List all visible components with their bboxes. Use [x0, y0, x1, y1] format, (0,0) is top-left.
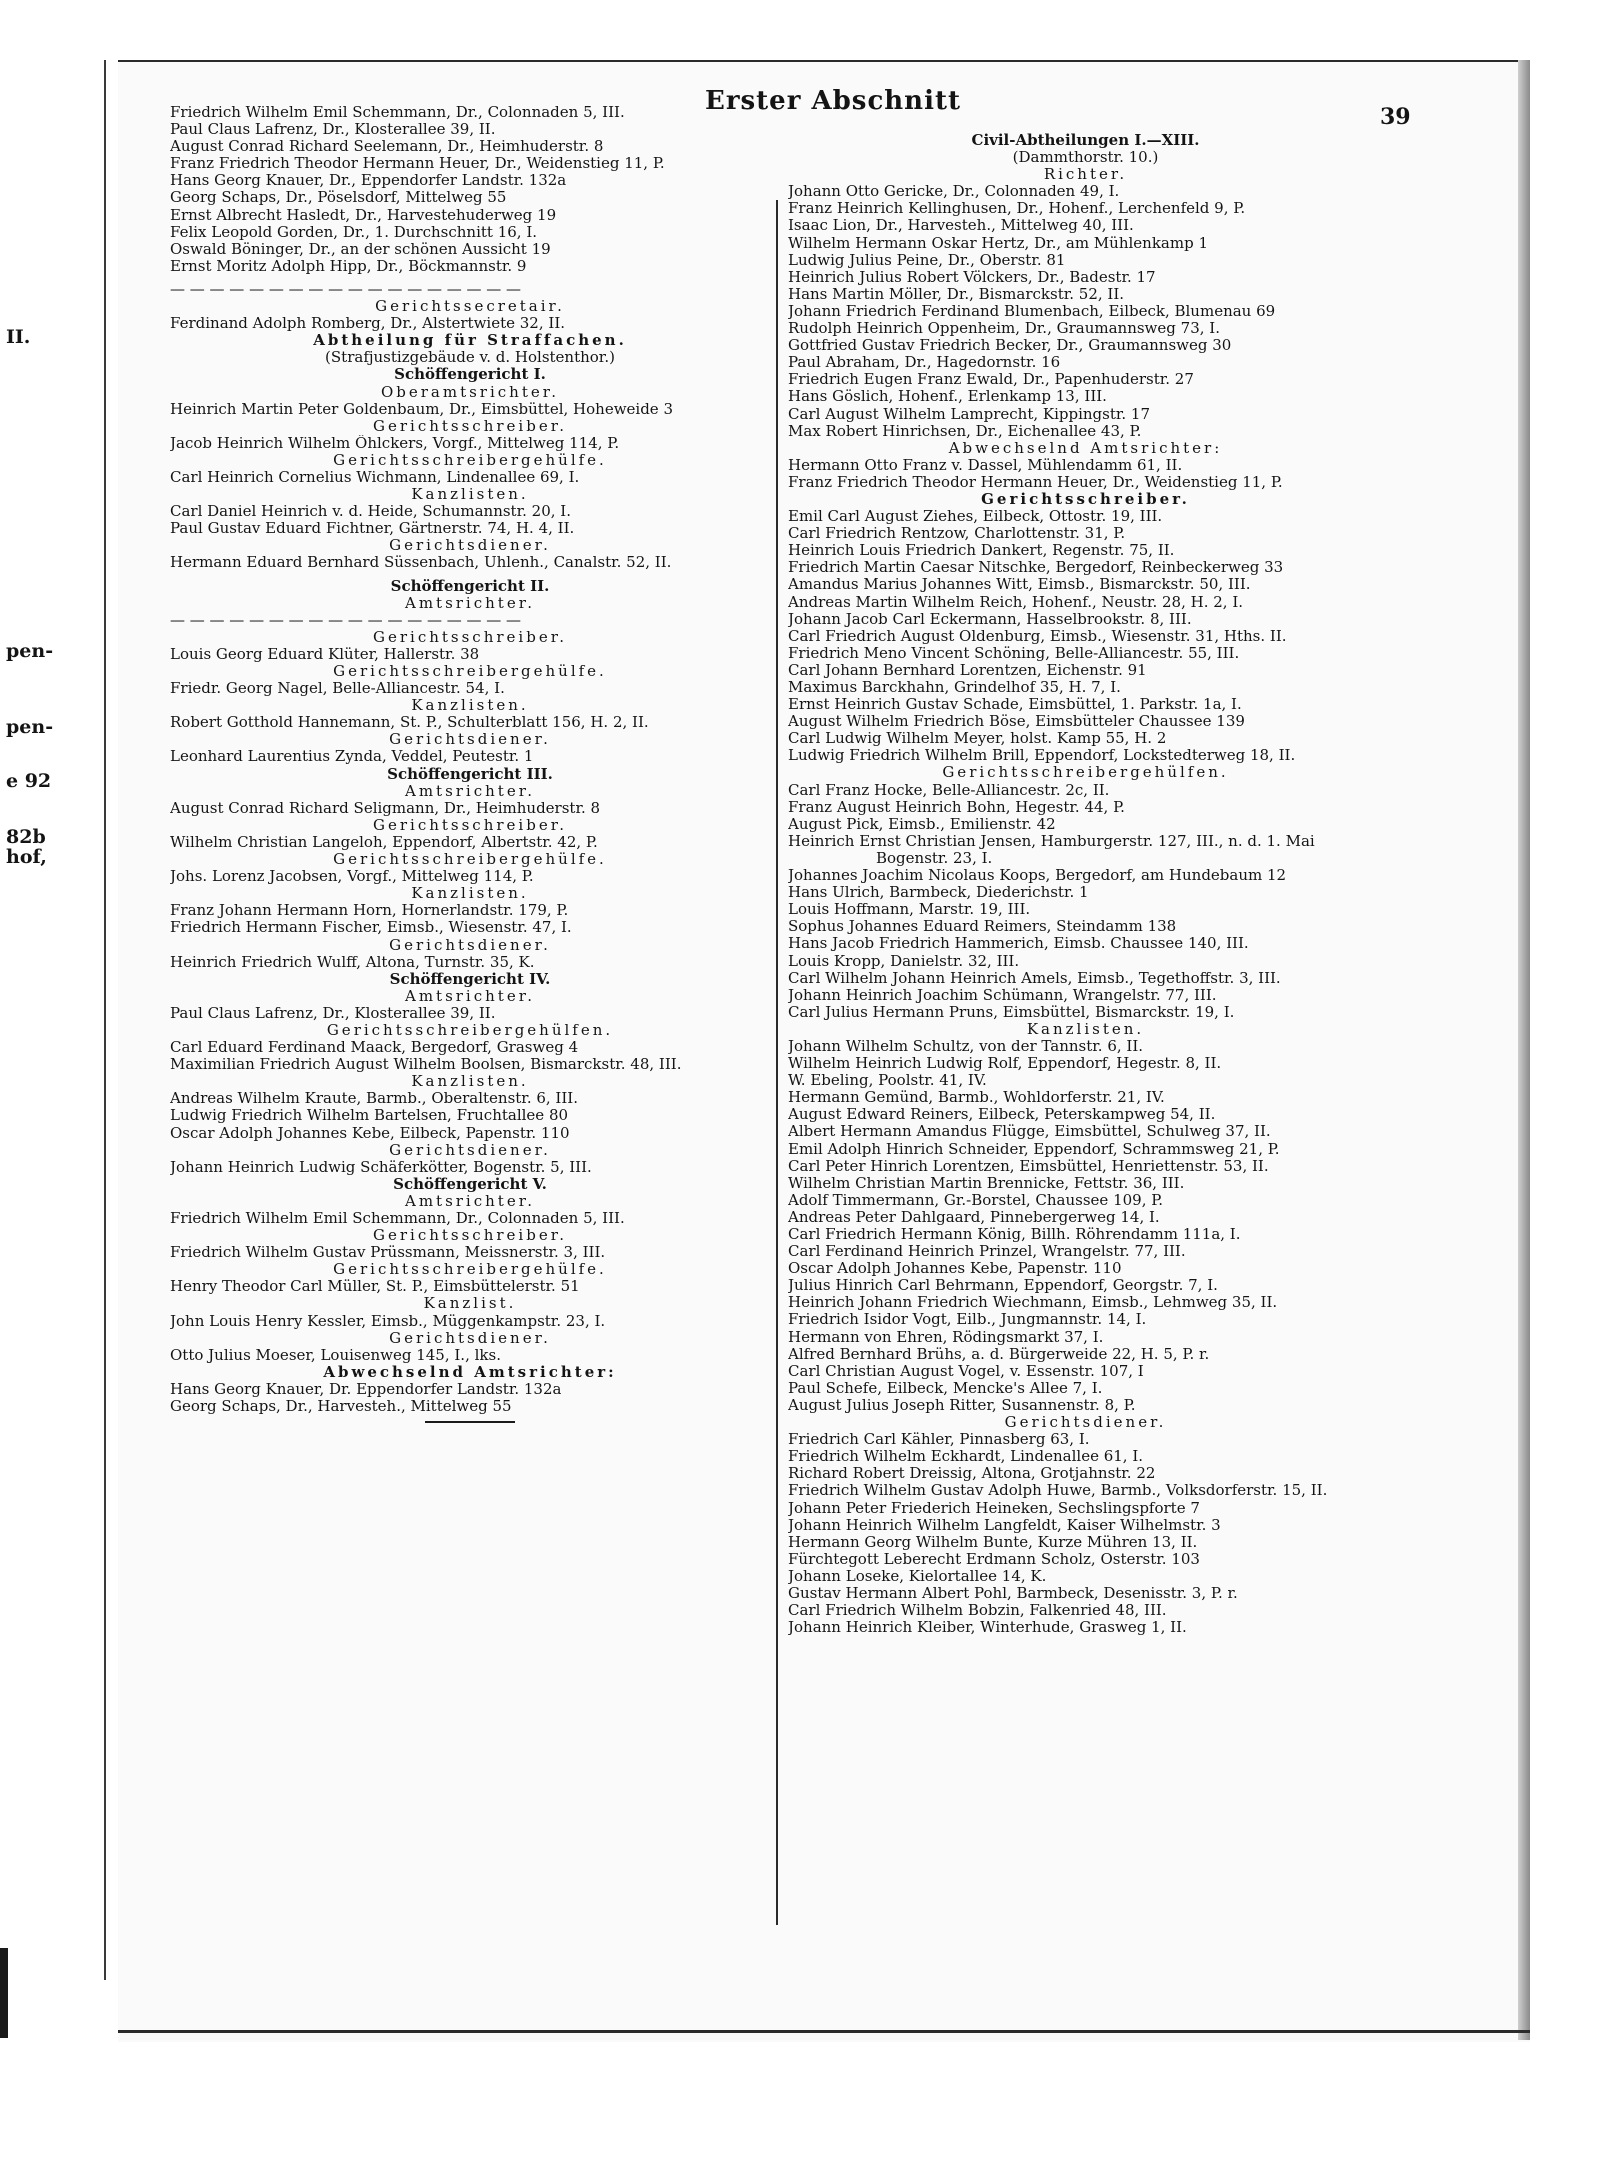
- section-heading: Abwechselnd Amtsrichter:: [948, 439, 1223, 457]
- section-heading: Civil-Abtheilungen I.—XIII.: [971, 132, 1200, 149]
- directory-entry: Ernst Heinrich Gustav Schade, Eimsbüttel, 1. Parkstr. 1a, I.: [788, 696, 1242, 714]
- directory-entry: Maximilian Friedrich August Wilhelm Boolsen, Bismarckstr. 48, III.: [170, 1056, 682, 1074]
- directory-entry: Hans Georg Knauer, Dr., Eppendorfer Landstr. 132a: [170, 172, 567, 190]
- directory-entry: Hans Göslich, Hohenf., Erlenkamp 13, III.: [788, 388, 1107, 406]
- directory-entry: Carl August Wilhelm Lamprecht, Kippingstr. 17: [788, 405, 1151, 423]
- directory-entry: August Conrad Richard Seelemann, Dr., Heimhuderstr. 8: [170, 138, 604, 156]
- directory-entry: Ernst Albrecht Hasledt, Dr., Harvestehuderweg 19: [170, 206, 557, 224]
- section-heading: Gerichtsdiener.: [389, 731, 551, 749]
- directory-entry: Hans Martin Möller, Dr., Bismarckstr. 52, II.: [788, 285, 1125, 303]
- directory-entry: Andreas Peter Dahlgaard, Pinnebergerweg 14, I.: [788, 1208, 1160, 1226]
- directory-entry: Hans Georg Knauer, Dr. Eppendorfer Landstr. 132a: [170, 1380, 562, 1398]
- directory-entry: Carl Peter Hinrich Lorentzen, Eimsbüttel, Henriettenstr. 53, II.: [788, 1157, 1269, 1175]
- section-heading: Amtsrichter.: [404, 594, 535, 612]
- binding-edge: [0, 1948, 8, 2038]
- directory-entry: Gustav Hermann Albert Pohl, Barmbeck, Desenisstr. 3, P. r.: [788, 1584, 1238, 1602]
- directory-entry: Carl Christian August Vogel, v. Essenstr. 107, I: [788, 1362, 1144, 1380]
- section-heading: (Dammthorstr. 10.): [1012, 149, 1159, 167]
- margin-fragment: II.: [6, 326, 31, 348]
- directory-entry: Heinrich Louis Friedrich Dankert, Regenstr. 75, II.: [788, 542, 1175, 560]
- directory-entry: Isaac Lion, Dr., Harvesteh., Mittelweg 40, III.: [788, 217, 1134, 235]
- directory-entry: Paul Schefe, Eilbeck, Mencke's Allee 7, I.: [788, 1379, 1103, 1397]
- section-heading: Kanzlisten.: [411, 885, 529, 903]
- margin-fragment: pen-: [6, 640, 54, 662]
- left-column: [170, 104, 770, 1423]
- directory-entry: Hermann Georg Wilhelm Bunte, Kurze Mühren 13, II.: [788, 1533, 1198, 1551]
- directory-entry: Wilhelm Heinrich Ludwig Rolf, Eppendorf, Hegestr. 8, II.: [788, 1055, 1222, 1073]
- section-heading: Gerichtsschreibergehülfen.: [326, 1021, 614, 1039]
- section-heading: Abtheilung für Straffachen.: [313, 332, 627, 350]
- directory-entry: Oscar Adolph Johannes Kebe, Eilbeck, Papenstr. 110: [170, 1124, 570, 1142]
- section-heading: Gerichtsschreiber.: [373, 1227, 567, 1245]
- directory-entry: Johann Jacob Carl Eckermann, Hasselbrookstr. 8, III.: [788, 610, 1192, 628]
- directory-entry: Carl Daniel Heinrich v. d. Heide, Schumannstr. 20, I.: [170, 503, 571, 521]
- directory-entry: August Wilhelm Friedrich Böse, Eimsbütteler Chaussee 139: [788, 713, 1245, 731]
- directory-entry: — — — — — — — — — — — — — — — — — —: [170, 280, 522, 298]
- end-rule: [425, 1421, 515, 1423]
- section-heading: Gerichtsdiener.: [389, 537, 551, 555]
- directory-entry: Franz Heinrich Kellinghusen, Dr., Hohenf., Lerchenfeld 9, P.: [788, 200, 1246, 218]
- section-heading: Gerichtsdiener.: [1004, 1414, 1167, 1432]
- directory-entry: Johann Otto Gericke, Dr., Colonnaden 49, I.: [788, 183, 1120, 201]
- section-heading: Gerichtsdiener.: [389, 936, 551, 954]
- directory-entry: Carl Ludwig Wilhelm Meyer, holst. Kamp 55, H. 2: [788, 730, 1167, 748]
- directory-entry: Carl Johann Bernhard Lorentzen, Eichenstr. 91: [788, 661, 1147, 679]
- column-divider: [776, 200, 778, 1925]
- directory-entry: Emil Adolph Hinrich Schneider, Eppendorf, Schrammsweg 21, P.: [788, 1140, 1280, 1158]
- section-heading: Amtsrichter.: [404, 1192, 535, 1210]
- section-heading: Schöffengericht I.: [394, 366, 546, 384]
- section-heading: Amtsrichter.: [404, 987, 535, 1005]
- margin-fragment: hof,: [6, 846, 47, 868]
- directory-entry: Leonhard Laurentius Zynda, Veddel, Peutestr. 1: [170, 748, 534, 766]
- directory-entry: Johann Heinrich Ludwig Schäferkötter, Bogenstr. 5, III.: [170, 1158, 592, 1176]
- page-gutter-line: [104, 60, 106, 1980]
- directory-entry: Heinrich Johann Friedrich Wiechmann, Eimsb., Lehmweg 35, II.: [788, 1294, 1278, 1312]
- section-heading: Gerichtsschreiber.: [373, 417, 567, 435]
- section-heading: Kanzlisten.: [411, 697, 529, 715]
- directory-entry: Hans Ulrich, Barmbeck, Diederichstr. 1: [788, 884, 1089, 902]
- directory-entry: Carl Julius Hermann Pruns, Eimsbüttel, Bismarckstr. 19, I.: [788, 1003, 1235, 1021]
- directory-entry: Carl Friedrich Wilhelm Bobzin, Falkenried 48, III.: [788, 1602, 1167, 1620]
- directory-entry: Albert Hermann Amandus Flügge, Eimsbüttel, Schulweg 37, II.: [788, 1123, 1271, 1141]
- directory-entry: Andreas Martin Wilhelm Reich, Hohenf., Neustr. 28, H. 2, I.: [788, 593, 1244, 611]
- directory-entry: Friedrich Eugen Franz Ewald, Dr., Papenhuderstr. 27: [788, 371, 1194, 389]
- directory-entry: Johs. Lorenz Jacobsen, Vorgf., Mittelweg 114, P.: [170, 868, 534, 886]
- directory-entry: Richard Robert Dreissig, Altona, Grotjahnstr. 22: [788, 1465, 1156, 1483]
- section-heading: Gerichtsschreiber.: [981, 490, 1190, 508]
- directory-entry: Sophus Johannes Eduard Reimers, Steindamm 138: [788, 918, 1177, 936]
- right-column: [788, 132, 1383, 1636]
- directory-entry: Johannes Joachim Nicolaus Koops, Bergedorf, am Hundebaum 12: [788, 867, 1287, 885]
- section-heading: Kanzlist.: [423, 1295, 517, 1313]
- directory-entry: Carl Ferdinand Heinrich Prinzel, Wrangelstr. 77, III.: [788, 1243, 1186, 1261]
- directory-entry: Wilhelm Christian Martin Brennicke, Fettstr. 36, III.: [788, 1174, 1185, 1192]
- section-heading: Gerichtsschreibergehülfe.: [333, 663, 607, 680]
- directory-entry: August Pick, Eimsb., Emilienstr. 42: [788, 815, 1056, 833]
- margin-fragment: e 92: [6, 770, 52, 792]
- directory-entry: John Louis Henry Kessler, Eimsb., Müggenkampstr. 23, I.: [170, 1312, 606, 1330]
- directory-entry: August Edward Reiners, Eilbeck, Peterskampweg 54, II.: [788, 1106, 1216, 1124]
- directory-entry: Hermann Eduard Bernhard Süssenbach, Uhlenh., Canalstr. 52, II.: [170, 554, 672, 572]
- section-heading: Schöffengericht IV.: [389, 970, 551, 988]
- directory-entry: Franz Friedrich Theodor Hermann Heuer, Dr., Weidenstieg 11, P.: [170, 155, 665, 173]
- directory-entry: Friedrich Carl Kähler, Pinnasberg 63, I.: [788, 1431, 1090, 1449]
- margin-fragment: 82b: [6, 826, 46, 848]
- directory-entry: Friedrich Meno Vincent Schöning, Belle-Alliancestr. 55, III.: [788, 644, 1240, 662]
- directory-entry: Jacob Heinrich Wilhelm Öhlckers, Vorgf., Mittelweg 114, P.: [170, 434, 620, 452]
- directory-entry: Heinrich Martin Peter Goldenbaum, Dr., Eimsbüttel, Hoheweide 3: [170, 400, 673, 418]
- directory-entry: Heinrich Ernst Christian Jensen, Hamburgerstr. 127, III., n. d. 1. Mai: [788, 832, 1315, 850]
- directory-entry: Friedrich Wilhelm Gustav Adolph Huwe, Barmb., Volksdorferstr. 15, II.: [788, 1482, 1328, 1500]
- directory-entry: Paul Claus Lafrenz, Dr., Klosterallee 39, II.: [170, 121, 496, 139]
- directory-entry: Robert Gotthold Hannemann, St. P., Schulterblatt 156, H. 2, II.: [170, 714, 649, 732]
- directory-entry: Otto Julius Moeser, Louisenweg 145, I., lks.: [170, 1346, 501, 1364]
- directory-entry: Alfred Bernhard Brühs, a. d. Bürgerweide 22, H. 5, P. r.: [788, 1345, 1210, 1363]
- section-heading: Schöffengericht II.: [390, 577, 550, 595]
- section-heading: Abwechselnd Amtsrichter:: [323, 1363, 617, 1381]
- directory-entry: Heinrich Friedrich Wulff, Altona, Turnstr. 35, K.: [170, 953, 535, 971]
- directory-entry: Georg Schaps, Dr., Harvesteh., Mittelweg 55: [170, 1398, 512, 1416]
- directory-entry: Emil Carl August Ziehes, Eilbeck, Ottostr. 19, III.: [788, 508, 1163, 526]
- directory-entry: Carl Wilhelm Johann Heinrich Amels, Eimsb., Tegethoffstr. 3, III.: [788, 969, 1281, 987]
- directory-entry: Johann Wilhelm Schultz, von der Tannstr. 6, II.: [788, 1037, 1144, 1055]
- directory-entry: Hermann von Ehren, Rödingsmarkt 37, I.: [788, 1328, 1104, 1346]
- directory-entry: August Julius Joseph Ritter, Susannenstr. 8, P.: [788, 1396, 1136, 1414]
- adjacent-page-strip: [0, 0, 110, 2177]
- section-heading: Schöffengericht III.: [387, 765, 553, 783]
- directory-entry: Carl Heinrich Cornelius Wichmann, Lindenallee 69, I.: [170, 468, 580, 486]
- directory-entry: Johann Peter Friederich Heineken, Sechslingspforte 7: [788, 1499, 1200, 1517]
- directory-entry: Wilhelm Hermann Oskar Hertz, Dr., am Mühlenkamp 1: [788, 234, 1208, 252]
- directory-entry: Johann Heinrich Kleiber, Winterhude, Grasweg 1, II.: [788, 1619, 1187, 1637]
- directory-entry: Oswald Böninger, Dr., an der schönen Aussicht 19: [170, 240, 551, 258]
- directory-entry: Hermann Gemünd, Barmb., Wohldorferstr. 21, IV.: [788, 1089, 1165, 1107]
- page-edge-shadow: [1518, 60, 1530, 2040]
- directory-entry: Ferdinand Adolph Romberg, Dr., Alstertwiete 32, II.: [170, 315, 566, 333]
- section-heading: Richter.: [1043, 166, 1128, 184]
- directory-entry: — — — — — — — — — — — — — — — — — —: [170, 611, 522, 629]
- directory-entry: Friedrich Hermann Fischer, Eimsb., Wiesenstr. 47, I.: [170, 919, 572, 937]
- directory-entry: Friedrich Wilhelm Gustav Prüssmann, Meissnerstr. 3, III.: [170, 1244, 606, 1262]
- directory-entry: Franz Friedrich Theodor Hermann Heuer, Dr., Weidenstieg 11, P.: [788, 473, 1283, 491]
- directory-entry: Carl Eduard Ferdinand Maack, Bergedorf, Grasweg 4: [170, 1039, 579, 1057]
- directory-entry: Franz August Heinrich Bohn, Hegestr. 44, P.: [788, 798, 1125, 816]
- directory-entry: Paul Abraham, Dr., Hagedornstr. 16: [788, 354, 1061, 372]
- directory-entry: Friedrich Martin Caesar Nitschke, Bergedorf, Reinbeckerweg 33: [788, 559, 1284, 577]
- directory-entry: Friedrich Wilhelm Emil Schemmann, Dr., Colonnaden 5, III.: [170, 104, 625, 121]
- directory-entry: Wilhelm Christian Langeloh, Eppendorf, Albertstr. 42, P.: [170, 833, 598, 851]
- directory-entry: Paul Claus Lafrenz, Dr., Klosterallee 39, II.: [170, 1004, 496, 1022]
- directory-entry: Carl Friedrich Hermann König, Billh. Röhrendamm 111a, I.: [788, 1226, 1241, 1243]
- directory-entry: Georg Schaps, Dr., Pöselsdorf, Mittelweg 55: [170, 189, 507, 207]
- directory-entry: Rudolph Heinrich Oppenheim, Dr., Graumannsweg 73, I.: [788, 320, 1220, 338]
- directory-entry: Paul Gustav Eduard Fichtner, Gärtnerstr. 74, H. 4, II.: [170, 520, 575, 538]
- directory-entry: Carl Friedrich August Oldenburg, Eimsb., Wiesenstr. 31, Hths. II.: [788, 627, 1287, 645]
- section-heading: Gerichtssecretair.: [375, 298, 565, 316]
- section-heading: Oberamtsrichter.: [380, 383, 560, 401]
- directory-entry: Louis Georg Eduard Klüter, Hallerstr. 38: [170, 645, 480, 663]
- section-heading: Amtsrichter.: [404, 782, 535, 800]
- directory-entry: Carl Franz Hocke, Belle-Alliancestr. 2c, II.: [788, 781, 1110, 799]
- section-heading: (Strafjustizgebäude v. d. Holstenthor.): [325, 349, 615, 367]
- page-title: Erster Abschnitt: [705, 86, 961, 116]
- directory-entry: Henry Theodor Carl Müller, St. P., Eimsbüttelerstr. 51: [170, 1278, 580, 1296]
- section-heading: Schöffengericht V.: [393, 1175, 547, 1193]
- directory-entry: W. Ebeling, Poolstr. 41, IV.: [788, 1072, 987, 1090]
- directory-entry: Hans Jacob Friedrich Hammerich, Eimsb. Chaussee 140, III.: [788, 935, 1249, 953]
- directory-entry: Louis Kropp, Danielstr. 32, III.: [788, 952, 1020, 970]
- section-heading: Gerichtsschreibergehülfe.: [333, 451, 607, 469]
- section-heading: Kanzlisten.: [1026, 1020, 1145, 1038]
- directory-entry: Johann Loseke, Kielortallee 14, K.: [788, 1567, 1047, 1585]
- directory-entry: Andreas Wilhelm Kraute, Barmb., Oberaltenstr. 6, III.: [170, 1090, 578, 1108]
- section-heading: Gerichtsschreiber.: [373, 816, 567, 834]
- directory-entry: Johann Friedrich Ferdinand Blumenbach, Eilbeck, Blumenau 69: [788, 302, 1276, 320]
- page-number: 39: [1380, 104, 1411, 130]
- directory-entry: Julius Hinrich Carl Behrmann, Eppendorf, Georgstr. 7, I.: [788, 1277, 1218, 1295]
- directory-entry: Friedr. Georg Nagel, Belle-Alliancestr. 54, I.: [170, 680, 505, 698]
- directory-entry: Ludwig Friedrich Wilhelm Brill, Eppendorf, Lockstedterweg 18, II.: [788, 747, 1296, 765]
- section-heading: Gerichtsdiener.: [389, 1141, 551, 1159]
- directory-entry: Bogenstr. 23, I.: [876, 849, 993, 867]
- directory-entry: Ludwig Friedrich Wilhelm Bartelsen, Fruchtallee 80: [170, 1107, 569, 1125]
- directory-entry: Friedrich Wilhelm Eckhardt, Lindenallee 61, I.: [788, 1448, 1144, 1466]
- section-heading: Kanzlisten.: [411, 486, 529, 504]
- directory-entry: Johann Heinrich Joachim Schümann, Wrangelstr. 77, III.: [788, 986, 1217, 1004]
- directory-entry: Maximus Barckhahn, Grindelhof 35, H. 7, I.: [788, 679, 1121, 696]
- directory-entry: Adolf Timmermann, Gr.-Borstel, Chaussee 109, P.: [788, 1191, 1164, 1209]
- section-heading: Gerichtsschreibergehülfe.: [333, 851, 607, 869]
- section-heading: Gerichtsschreiber.: [373, 628, 567, 646]
- section-heading: Gerichtsschreibergehülfen.: [942, 764, 1229, 782]
- page-bottom-edge: [118, 2030, 1530, 2033]
- directory-entry: Hermann Otto Franz v. Dassel, Mühlendamm 61, II.: [788, 456, 1183, 474]
- directory-entry: Friedrich Isidor Vogt, Eilb., Jungmannstr. 14, I.: [788, 1311, 1147, 1329]
- directory-entry: Ernst Moritz Adolph Hipp, Dr., Böckmannstr. 9: [170, 257, 527, 275]
- directory-entry: Friedrich Wilhelm Emil Schemmann, Dr., Colonnaden 5, III.: [170, 1210, 625, 1227]
- directory-entry: Max Robert Hinrichsen, Dr., Eichenallee 43, P.: [788, 422, 1142, 440]
- directory-entry: Louis Hoffmann, Marstr. 19, III.: [788, 901, 1031, 919]
- directory-entry: Amandus Marius Johannes Witt, Eimsb., Bismarckstr. 50, III.: [788, 576, 1251, 594]
- directory-entry: Oscar Adolph Johannes Kebe, Papenstr. 110: [788, 1260, 1122, 1278]
- directory-entry: Franz Johann Hermann Horn, Hornerlandstr. 179, P.: [170, 902, 569, 920]
- directory-entry: Gottfried Gustav Friedrich Becker, Dr., Graumannsweg 30: [788, 337, 1232, 355]
- directory-entry: Heinrich Julius Robert Völckers, Dr., Badestr. 17: [788, 268, 1156, 286]
- section-heading: Gerichtsschreibergehülfe.: [333, 1261, 607, 1279]
- directory-entry: Carl Friedrich Rentzow, Charlottenstr. 31, P.: [788, 525, 1126, 543]
- section-heading: Gerichtsdiener.: [389, 1329, 551, 1347]
- directory-entry: Felix Leopold Gorden, Dr., 1. Durchschnitt 16, I.: [170, 223, 538, 241]
- directory-entry: Fürchtegott Leberecht Erdmann Scholz, Osterstr. 103: [788, 1550, 1200, 1568]
- directory-entry: August Conrad Richard Seligmann, Dr., Heimhuderstr. 8: [170, 799, 601, 817]
- directory-entry: Ludwig Julius Peine, Dr., Oberstr. 81: [788, 251, 1066, 269]
- directory-entry: Johann Heinrich Wilhelm Langfeldt, Kaiser Wilhelmstr. 3: [788, 1516, 1221, 1534]
- margin-fragment: pen-: [6, 716, 54, 738]
- section-heading: Kanzlisten.: [411, 1073, 529, 1091]
